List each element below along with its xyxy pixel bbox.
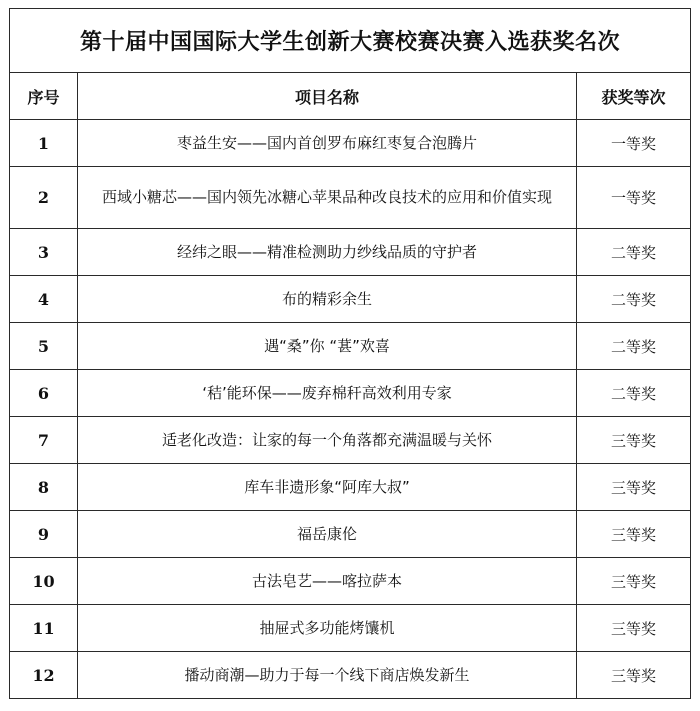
row-award-level: 三等奖 [577,652,691,699]
row-project-name: 古法皂艺——喀拉萨本 [78,558,577,605]
row-project-name: 西域小糖芯——国内领先冰糖心苹果品种改良技术的应用和价值实现 [78,167,577,229]
table-row [10,276,691,323]
row-project-name: 抽屉式多功能烤馕机 [78,605,577,652]
header-index: 序号 [10,73,78,120]
row-award-level: 三等奖 [577,417,691,464]
row-index: 6 [10,370,78,417]
row-project-name: 经纬之眼——精准检测助力纱线品质的守护者 [78,229,577,276]
row-project-name: 布的精彩余生 [78,276,577,323]
title-row [10,9,691,73]
table-row [10,417,691,464]
table-row [10,605,691,652]
row-award-level: 三等奖 [577,605,691,652]
table-row [10,370,691,417]
row-award-level: 二等奖 [577,370,691,417]
row-index: 10 [10,558,78,605]
row-project-name: ‘秸’能环保——废弃棉秆高效利用专家 [78,370,577,417]
award-table [9,8,691,699]
row-project-name: 福岳康伦 [78,511,577,558]
table-row [10,167,691,229]
row-index: 8 [10,464,78,511]
header-award-level: 获奖等次 [577,73,691,120]
row-project-name: 遇“桑”你 “葚”欢喜 [78,323,577,370]
table-row [10,120,691,167]
row-award-level: 二等奖 [577,276,691,323]
table-row [10,652,691,699]
table-row [10,229,691,276]
row-index: 1 [10,120,78,167]
row-index: 12 [10,652,78,699]
row-project-name: 库车非遗形象“阿库大叔” [78,464,577,511]
table-row [10,558,691,605]
award-list-document [9,8,690,705]
header-project-name: 项目名称 [78,73,577,120]
table-row [10,464,691,511]
row-award-level: 二等奖 [577,229,691,276]
table-title: 第十届中国国际大学生创新大赛校赛决赛入选获奖名次 [10,9,691,73]
row-index: 5 [10,323,78,370]
row-project-name: 枣益生安——国内首创罗布麻红枣复合泡腾片 [78,120,577,167]
row-index: 4 [10,276,78,323]
row-index: 7 [10,417,78,464]
row-award-level: 三等奖 [577,558,691,605]
table-row [10,323,691,370]
row-project-name: 适老化改造：让家的每一个角落都充满温暖与关怀 [78,417,577,464]
header-row [10,73,691,120]
table-row [10,511,691,558]
row-index: 9 [10,511,78,558]
row-project-name: 播动商潮—助力于每一个线下商店焕发新生 [78,652,577,699]
row-index: 3 [10,229,78,276]
row-index: 2 [10,167,78,229]
row-index: 11 [10,605,78,652]
row-award-level: 三等奖 [577,511,691,558]
row-award-level: 三等奖 [577,464,691,511]
row-award-level: 一等奖 [577,120,691,167]
row-award-level: 二等奖 [577,323,691,370]
row-award-level: 一等奖 [577,167,691,229]
